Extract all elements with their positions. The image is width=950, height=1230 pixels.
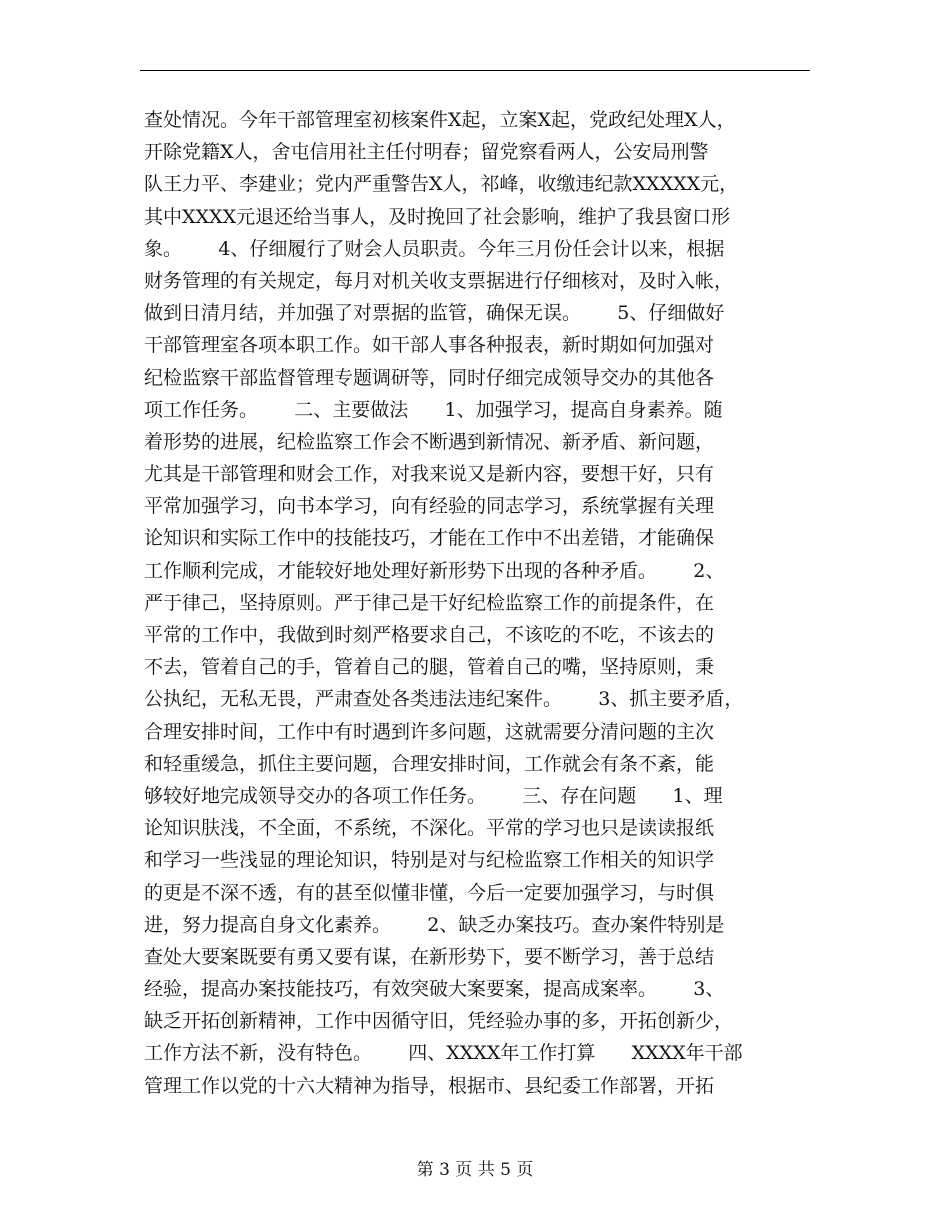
text-line: 纪检监察干部监督管理专题调研等，同时仔细完成领导交办的其他各 bbox=[144, 366, 715, 389]
text-line: 合理安排时间，工作中有时遇到许多问题，这就需要分清问题的主次 bbox=[144, 720, 715, 743]
text-line: 严于律己，坚持原则。严于律己是干好纪检监察工作的前提条件，在 bbox=[144, 591, 715, 614]
text-line: 着形势的进展，纪检监察工作会不断遇到新情况、新矛盾、新问题， bbox=[144, 430, 715, 453]
text-line: 财务管理的有关规定，每月对机关收支票据进行仔细核对，及时入帐， bbox=[144, 269, 734, 292]
text-line: 缺乏开拓创新精神，工作中因循守旧，凭经验办事的多，开拓创新少， bbox=[144, 1010, 734, 1033]
text-line: 论知识和实际工作中的技能技巧，才能在工作中不出差错，才能确保 bbox=[144, 527, 715, 550]
text-line: 平常的工作中，我做到时刻严格要求自己，不该吃的不吃，不该去的 bbox=[144, 624, 715, 646]
text-line: 够较好地完成领导交办的各项工作任务。 三、存在问题 1、理 bbox=[144, 784, 723, 807]
text-line: 和学习一些浅显的理论知识，特别是对与纪检监察工作相关的知识学 bbox=[144, 849, 715, 872]
text-line: 平常加强学习，向书本学习，向有经验的同志学习，系统掌握有关理 bbox=[144, 495, 715, 518]
text-line: 进，努力提高自身文化素养。 2、缺乏办案技巧。查办案件特别是 bbox=[144, 913, 725, 936]
text-line: 和轻重缓急，抓住主要问题，合理安排时间，工作就会有条不紊，能 bbox=[144, 752, 715, 775]
body-text bbox=[144, 104, 824, 1102]
text-line: 查处情况。今年干部管理室初核案件X起，立案X起，党政纪处理X人， bbox=[144, 109, 736, 131]
text-line: 的更是不深不透，有的甚至似懂非懂，今后一定要加强学习，与时俱 bbox=[144, 881, 715, 904]
text-line: 论知识肤浅，不全面，不系统，不深化。平常的学习也只是读读报纸 bbox=[144, 817, 715, 840]
text-line: 做到日清月结，并加强了对票据的监管，确保无误。 5、仔细做好 bbox=[144, 302, 725, 325]
text-line: 象。 4、仔细履行了财会人员职责。今年三月份任会计以来，根据 bbox=[144, 237, 725, 260]
page-footer: 第 3 页 共 5 页 bbox=[416, 1160, 534, 1180]
text-line: 工作方法不新，没有特色。 四、XXXX年工作打算 XXXX年干部 bbox=[144, 1042, 743, 1065]
text-line: 开除党籍X人，舍屯信用社主任付明春；留党察看两人，公安局刑警 bbox=[144, 141, 709, 164]
text-line: 管理工作以党的十六大精神为指导，根据市、县纪委工作部署，开拓 bbox=[144, 1074, 715, 1097]
text-line: 队王力平、李建业；党内严重警告X人，祁峰，收缴违纪款XXXXX元， bbox=[144, 173, 739, 196]
header-rule bbox=[140, 70, 810, 71]
text-line: 其中XXXX元退还给当事人，及时挽回了社会影响，维护了我县窗口形 bbox=[144, 205, 731, 228]
text-line: 查处大要案既要有勇又要有谋，在新形势下，要不断学习，善于总结 bbox=[144, 945, 715, 968]
text-line: 公执纪，无私无畏，严肃查处各类违法违纪案件。 3、抓主要矛盾， bbox=[144, 688, 744, 711]
text-line: 工作顺利完成，才能较好地处理好新形势下出现的各种矛盾。 2、 bbox=[144, 559, 725, 582]
text-line: 尤其是干部管理和财会工作，对我来说又是新内容，要想干好，只有 bbox=[144, 463, 715, 486]
text-line: 项工作任务。 二、主要做法 1、加强学习，提高自身素养。随 bbox=[144, 398, 723, 421]
text-line: 经验，提高办案技能技巧，有效突破大案要案，提高成案率。 3、 bbox=[144, 978, 725, 1001]
text-line: 不去，管着自己的手，管着自己的腿，管着自己的嘴，坚持原则，秉 bbox=[144, 656, 715, 679]
text-line: 干部管理室各项本职工作。如干部人事各种报表，新时期如何加强对 bbox=[144, 334, 715, 357]
